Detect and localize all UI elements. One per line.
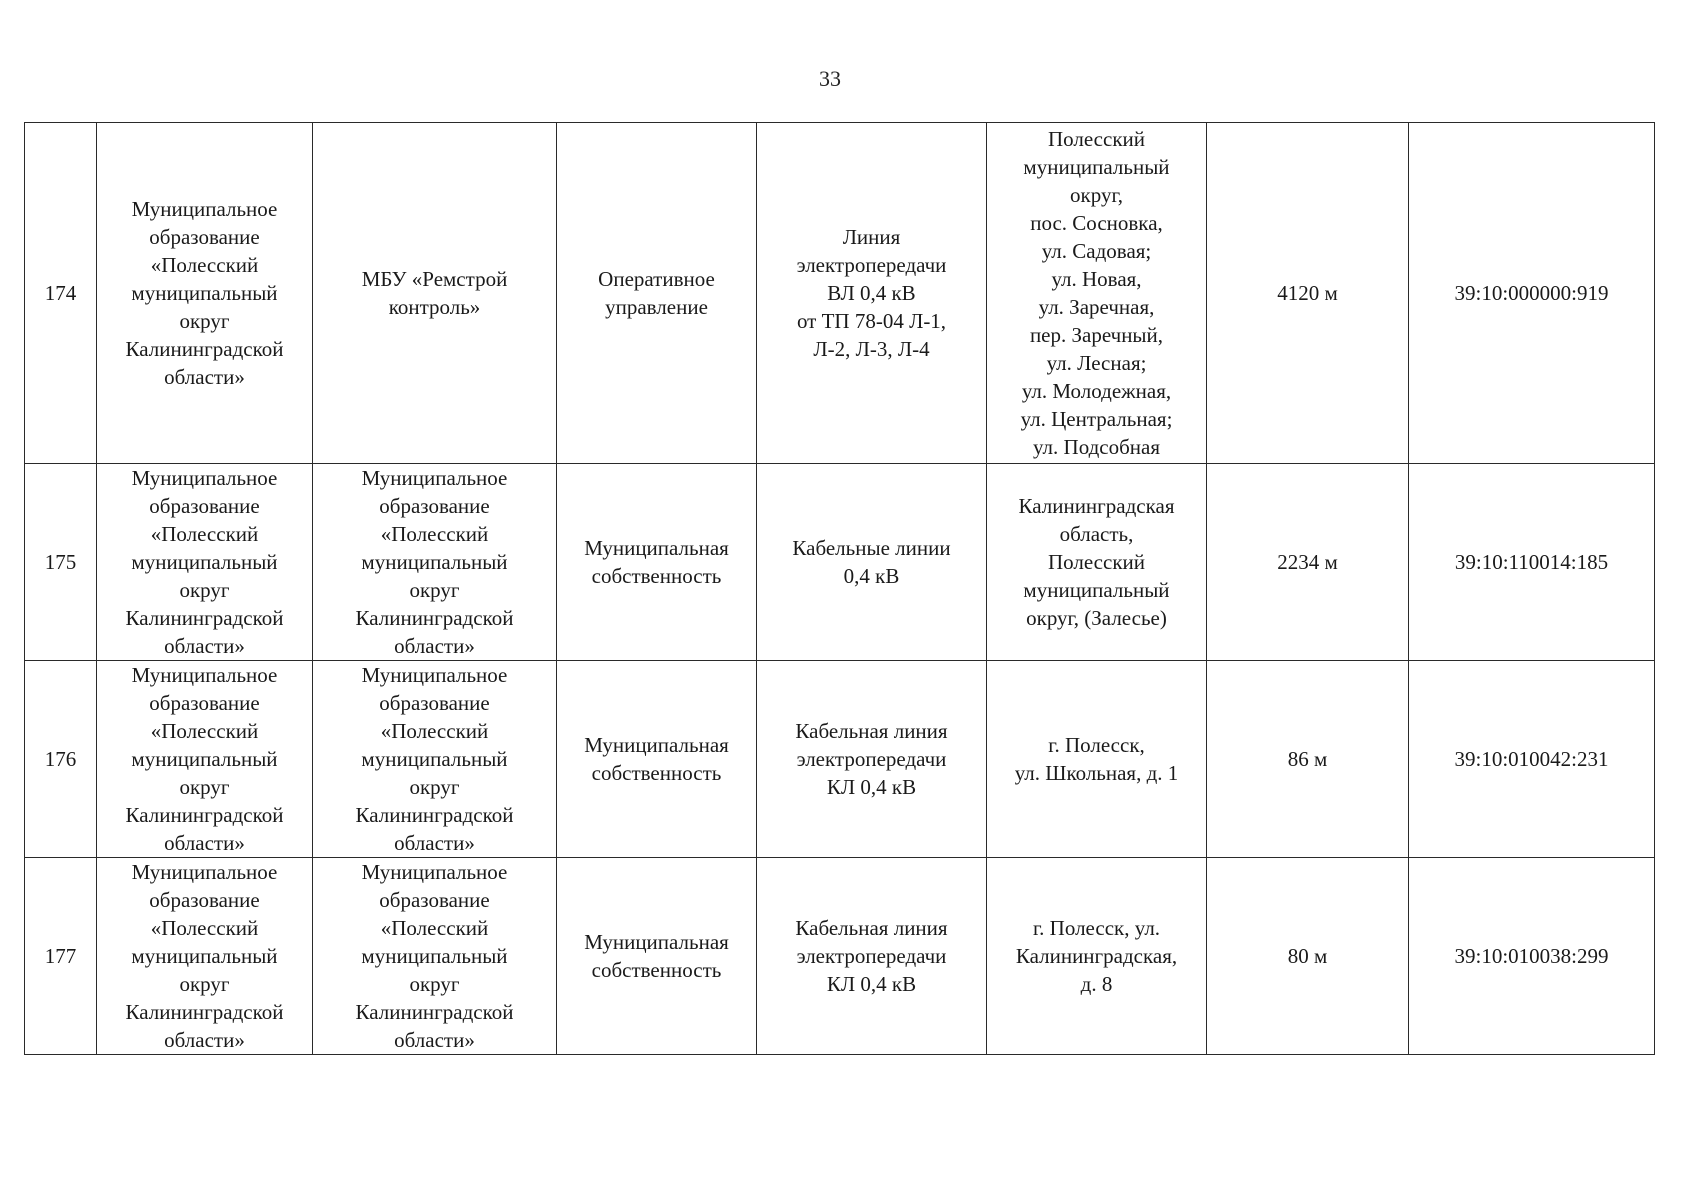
length-cell: 2234 м (1207, 464, 1409, 661)
address-cell: Полесский муниципальный округ, пос. Сосновка, ул. Садовая; ул. Новая, ул. Заречная, пер. Заречный, ул. Лесная; ул. Молодежная, ул. Центральная; ул. Подсобная (987, 123, 1207, 464)
address-cell: г. Полесск, ул. Калининградская, д. 8 (987, 858, 1207, 1055)
cadastral-number-cell: 39:10:010042:231 (1409, 661, 1655, 858)
length-cell: 80 м (1207, 858, 1409, 1055)
address-cell: г. Полесск, ул. Школьная, д. 1 (987, 661, 1207, 858)
owner-cell: Муниципальное образование «Полесский муниципальный округ Калининградской области» (97, 123, 313, 464)
right-type-cell: Оперативное управление (557, 123, 757, 464)
holder-cell: Муниципальное образование «Полесский муниципальный округ Калининградской области» (313, 661, 557, 858)
holder-cell: Муниципальное образование «Полесский муниципальный округ Калининградской области» (313, 858, 557, 1055)
object-name-cell: Линия электропередачи ВЛ 0,4 кВ от ТП 78-04 Л-1, Л-2, Л-3, Л-4 (757, 123, 987, 464)
owner-cell: Муниципальное образование «Полесский муниципальный округ Калининградской области» (97, 661, 313, 858)
right-type-cell: Муниципальная собственность (557, 464, 757, 661)
page-number: 33 (819, 66, 841, 91)
cadastral-number-cell: 39:10:000000:919 (1409, 123, 1655, 464)
table-row (25, 464, 1655, 661)
cadastral-number-cell: 39:10:110014:185 (1409, 464, 1655, 661)
table-row (25, 123, 1655, 464)
object-name-cell: Кабельная линия электропередачи КЛ 0,4 кВ (757, 661, 987, 858)
holder-cell: МБУ «Ремстрой контроль» (313, 123, 557, 464)
row-number-cell: 174 (25, 123, 97, 464)
holder-cell: Муниципальное образование «Полесский муниципальный округ Калининградской области» (313, 464, 557, 661)
length-cell: 86 м (1207, 661, 1409, 858)
right-type-cell: Муниципальная собственность (557, 858, 757, 1055)
row-number-cell: 175 (25, 464, 97, 661)
cadastral-number-cell: 39:10:010038:299 (1409, 858, 1655, 1055)
table-row (25, 661, 1655, 858)
row-number-cell: 176 (25, 661, 97, 858)
right-type-cell: Муниципальная собственность (557, 661, 757, 858)
property-registry-table (24, 122, 1655, 1055)
object-name-cell: Кабельные линии 0,4 кВ (757, 464, 987, 661)
row-number-cell: 177 (25, 858, 97, 1055)
length-cell: 4120 м (1207, 123, 1409, 464)
object-name-cell: Кабельная линия электропередачи КЛ 0,4 кВ (757, 858, 987, 1055)
address-cell: Калининградская область, Полесский муниципальный округ, (Залесье) (987, 464, 1207, 661)
table-row (25, 858, 1655, 1055)
owner-cell: Муниципальное образование «Полесский муниципальный округ Калининградской области» (97, 464, 313, 661)
owner-cell: Муниципальное образование «Полесский муниципальный округ Калининградской области» (97, 858, 313, 1055)
